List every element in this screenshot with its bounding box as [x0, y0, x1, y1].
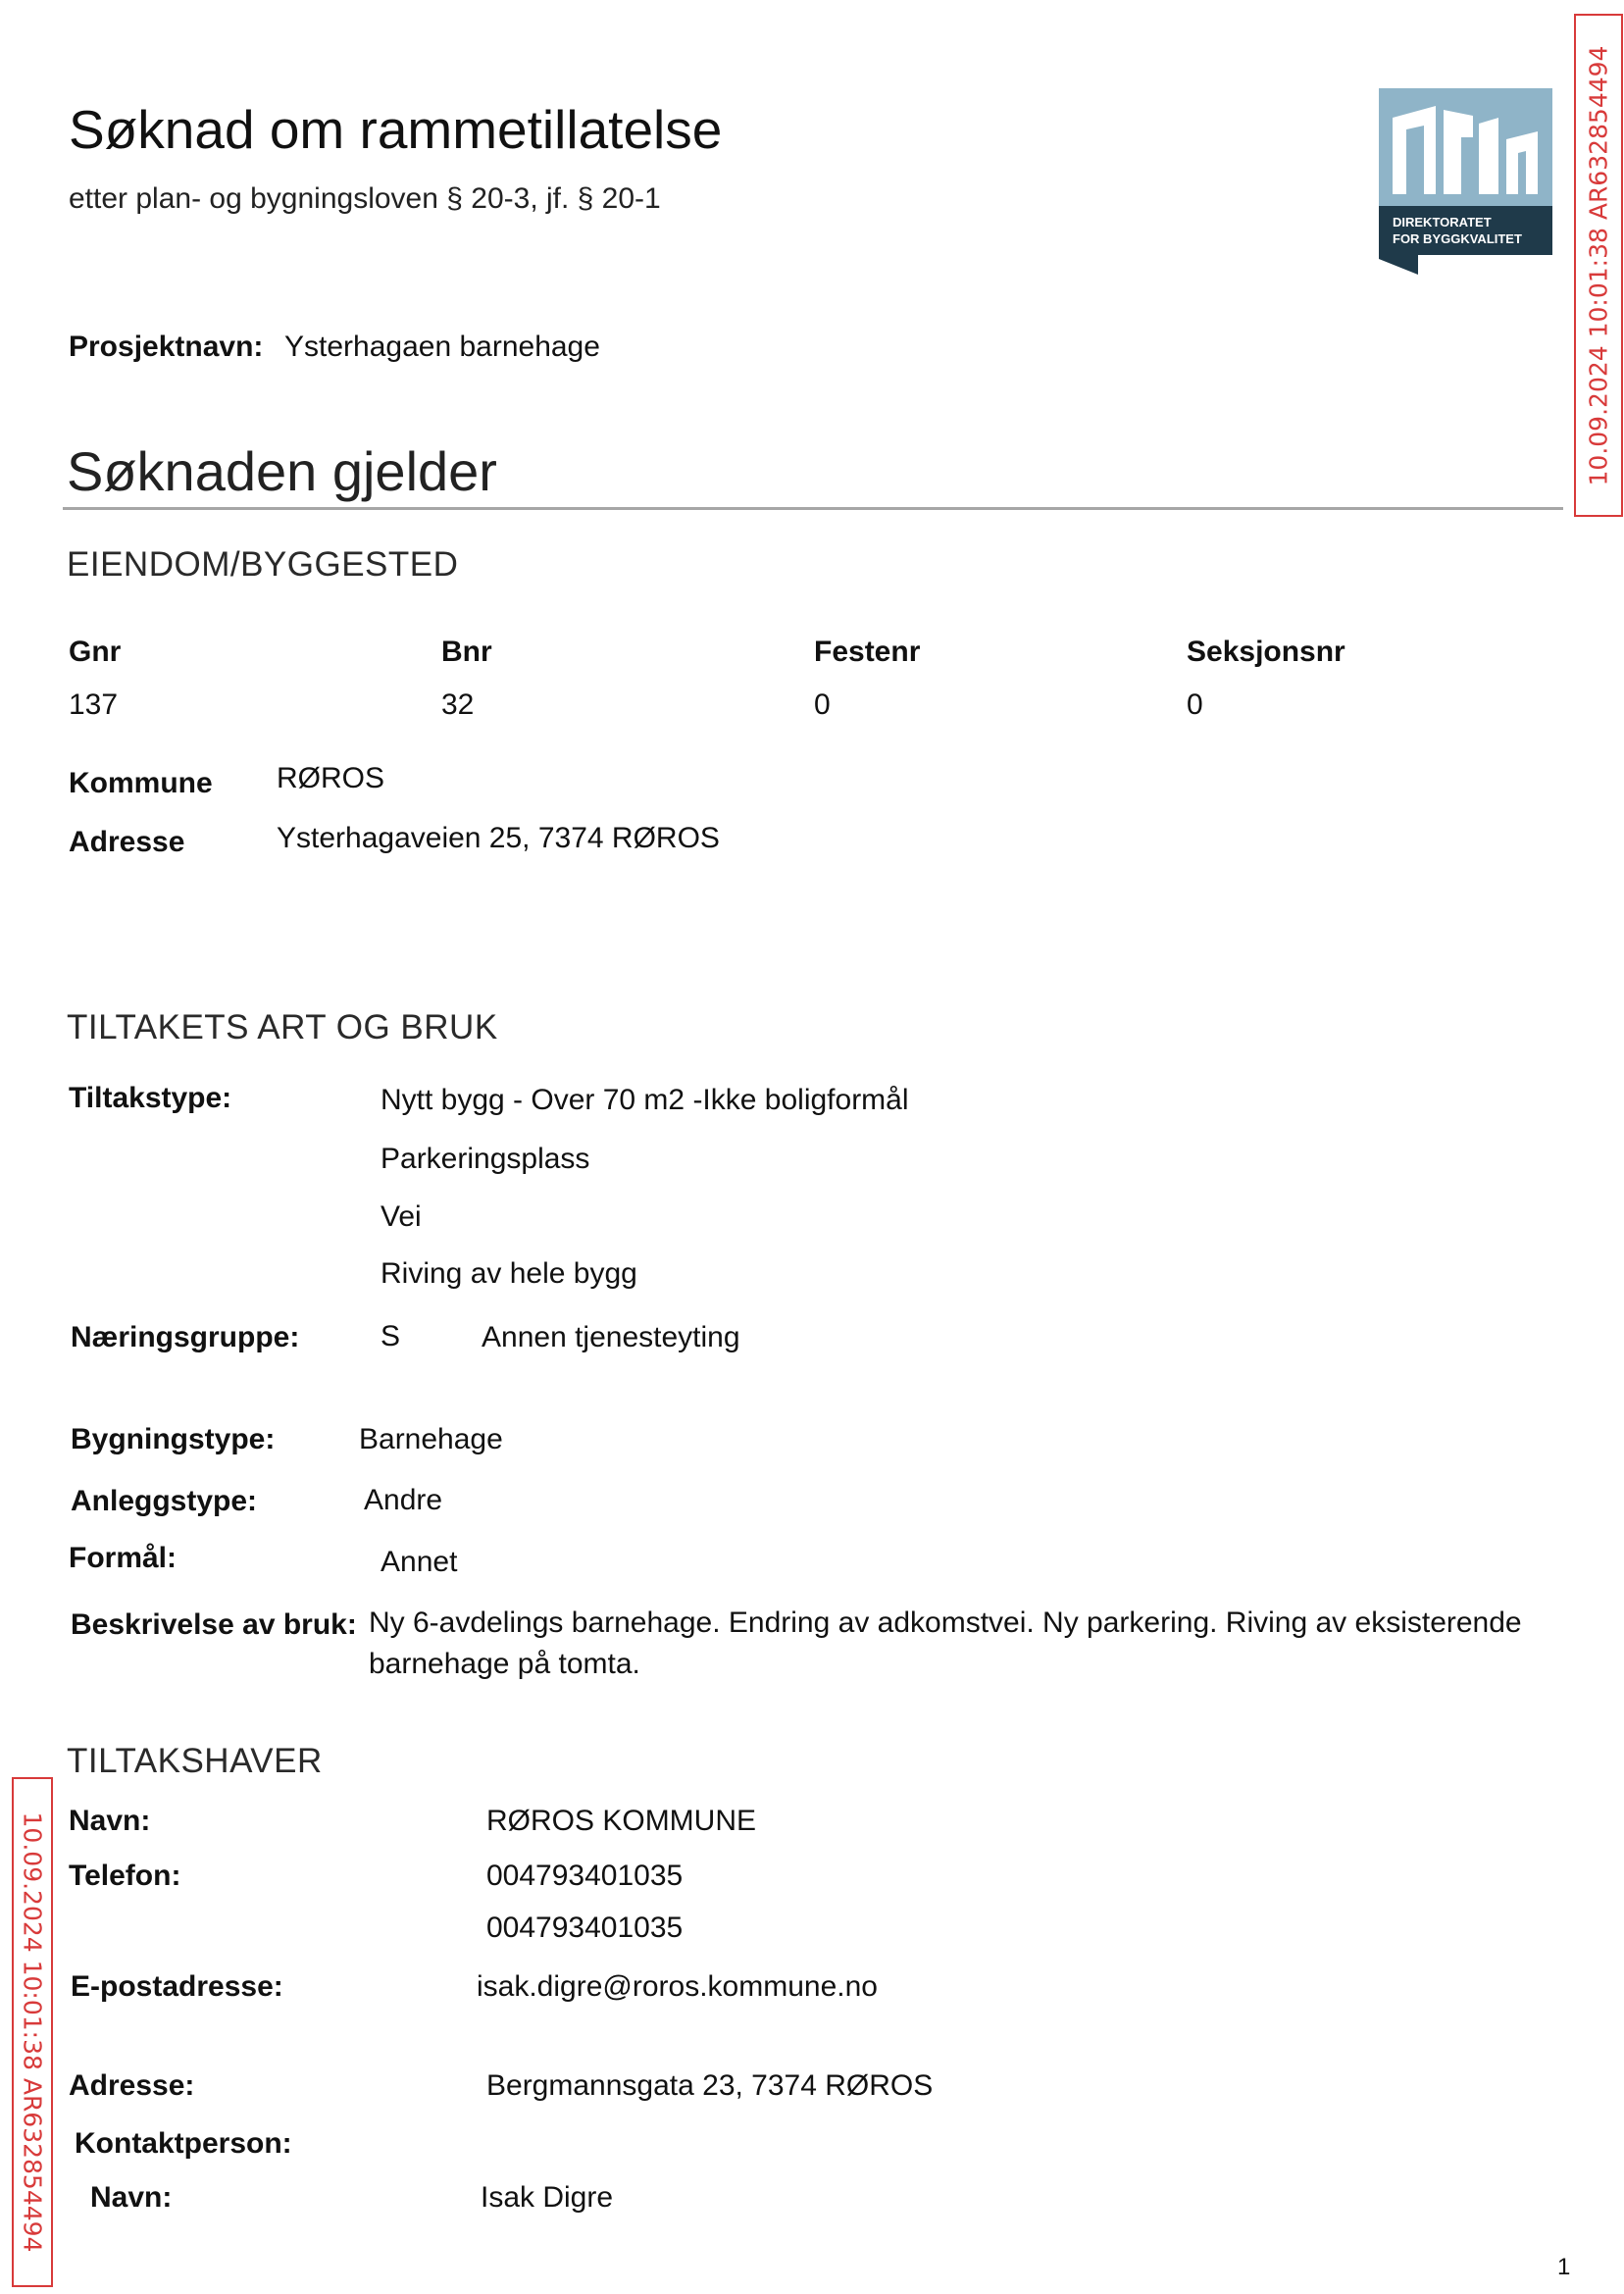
festenr-label: Festenr	[814, 636, 921, 668]
tiltakstype-item: Riving av hele bygg	[381, 1257, 637, 1290]
bygningstype-label: Bygningstype:	[71, 1423, 276, 1455]
naeringsgruppe-label: Næringsgruppe:	[71, 1321, 300, 1353]
telefon-value: 004793401035	[486, 1860, 684, 1892]
project-label: Prosjektnavn:	[69, 331, 264, 363]
kontakt-navn-value: Isak Digre	[481, 2181, 614, 2214]
document-title: Søknad om rammetillatelse	[69, 99, 723, 160]
kontakt-navn-label: Navn:	[90, 2181, 173, 2214]
seksjonsnr-label: Seksjonsnr	[1187, 636, 1345, 668]
adresse-value: Ysterhagaveien 25, 7374 RØROS	[277, 822, 720, 854]
logo-text-line1: DIREKTORATET	[1393, 215, 1492, 229]
tiltakstype-item: Vei	[381, 1200, 422, 1233]
section-heading: Søknaden gjelder	[67, 440, 497, 502]
project-value: Ysterhagaen barnehage	[284, 331, 600, 363]
bnr-label: Bnr	[441, 636, 492, 668]
telefon-value: 004793401035	[486, 1912, 684, 1944]
festenr-value: 0	[814, 688, 831, 721]
formal-label: Formål:	[69, 1542, 178, 1574]
stamp-text: 10.09.2024 10:01:38 AR632854494	[1584, 45, 1613, 485]
beskrivelse-label: Beskrivelse av bruk:	[71, 1608, 357, 1641]
navn-label: Navn:	[69, 1805, 151, 1837]
tiltakstype-item: Nytt bygg - Over 70 m2 -Ikke boligformål	[381, 1084, 909, 1116]
naeringsgruppe-text: Annen tjenesteyting	[482, 1321, 740, 1353]
kontaktperson-label: Kontaktperson:	[75, 2127, 292, 2160]
tiltakshaver-heading: TILTAKSHAVER	[67, 1742, 323, 1780]
tiltak-heading: TILTAKETS ART OG BRUK	[67, 1008, 498, 1046]
kommune-value: RØROS	[277, 762, 385, 794]
telefon-label: Telefon:	[69, 1860, 181, 1892]
tiltakshaver-adresse-value: Bergmannsgata 23, 7374 RØROS	[486, 2069, 934, 2102]
gnr-value: 137	[69, 688, 119, 721]
naeringsgruppe-code: S	[381, 1320, 401, 1352]
tiltakstype-item: Parkeringsplass	[381, 1143, 590, 1175]
kommune-label: Kommune	[69, 767, 213, 799]
archive-stamp-top	[1574, 14, 1623, 517]
gnr-label: Gnr	[69, 636, 122, 668]
stamp-text: 10.09.2024 10:01:38 AR632854494	[18, 1811, 47, 2253]
bnr-value: 32	[441, 688, 475, 721]
tiltakstype-label: Tiltakstype:	[69, 1082, 232, 1114]
anleggstype-value: Andre	[364, 1484, 443, 1516]
property-heading: EIENDOM/BYGGESTED	[67, 545, 459, 584]
section-divider	[63, 507, 1563, 510]
formal-value: Annet	[381, 1546, 458, 1578]
bygningstype-value: Barnehage	[359, 1423, 503, 1455]
logo-text-line2: FOR BYGGKVALITET	[1393, 231, 1522, 246]
dibk-logo	[1379, 88, 1552, 275]
adresse-label: Adresse	[69, 826, 185, 858]
archive-stamp-left	[12, 1777, 53, 2287]
page-number: 1	[1557, 2254, 1571, 2280]
seksjonsnr-value: 0	[1187, 688, 1203, 721]
anleggstype-label: Anleggstype:	[71, 1485, 258, 1517]
beskrivelse-value: Ny 6-avdelings barnehage. Endring av adkomstvei. Ny parkering. Riving av eksisterende barnehage på tomta.	[369, 1606, 1522, 1680]
building-logo-icon	[1379, 88, 1552, 275]
navn-value: RØROS KOMMUNE	[486, 1805, 757, 1837]
epost-label: E-postadresse:	[71, 1970, 283, 2003]
epost-value: isak.digre@roros.kommune.no	[477, 1970, 878, 2003]
document-subtitle: etter plan- og bygningsloven § 20-3, jf. § 20-1	[69, 182, 661, 215]
tiltakshaver-adresse-label: Adresse:	[69, 2069, 195, 2102]
